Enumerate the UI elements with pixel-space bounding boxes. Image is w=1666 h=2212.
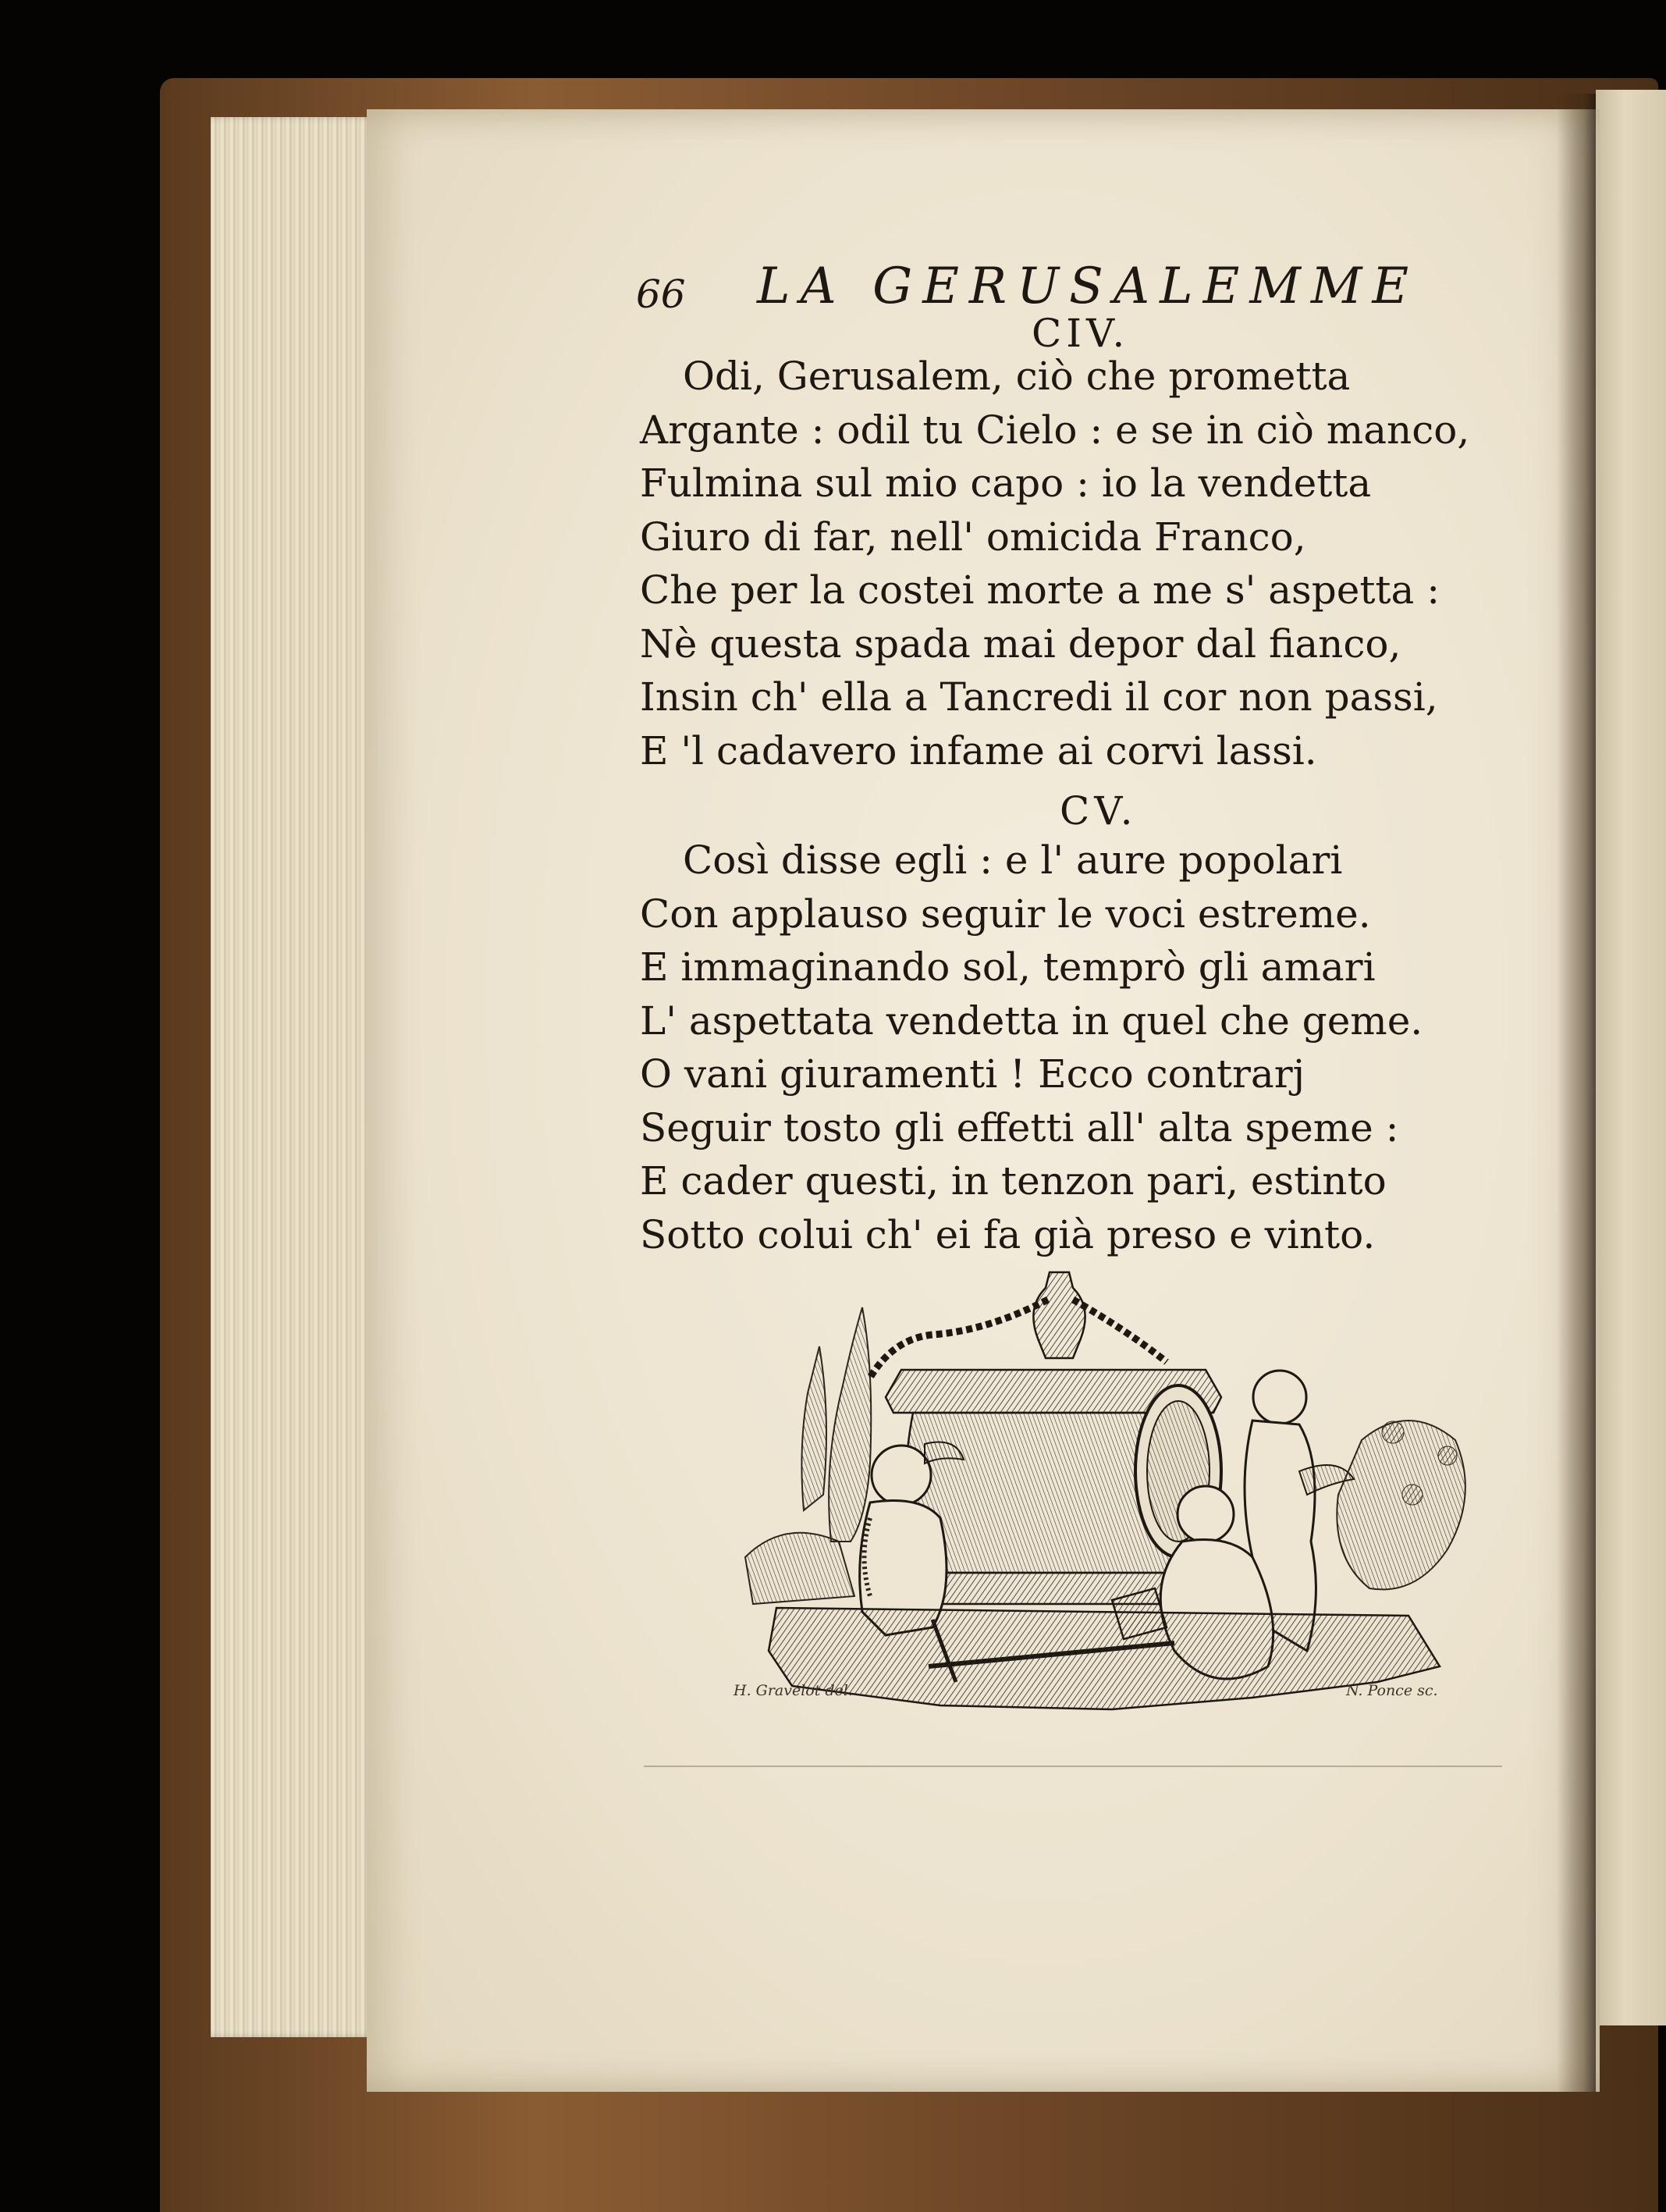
- verse-line: Con applauso seguir le voci estreme.: [640, 891, 1371, 937]
- verse-line: Così disse egli : e l' aure popolari: [683, 838, 1343, 883]
- page-number: 66: [636, 272, 686, 317]
- verse-line: Odi, Gerusalem, ciò che prometta: [683, 354, 1351, 399]
- running-title: LA GERUSALEMME: [757, 258, 1419, 315]
- verse-line: Giuro di far, nell' omicida Franco,: [640, 514, 1306, 560]
- engraver-signature: N. Ponce sc.: [1346, 1682, 1438, 1699]
- leaf-cluster: [1382, 1421, 1404, 1443]
- grass-tuft: [745, 1533, 854, 1604]
- verse-line: E immaginando sol, temprò gli amari: [640, 944, 1376, 990]
- putto-head: [1178, 1486, 1234, 1542]
- verse-line: Seguir tosto gli effetti all' alta speme :: [640, 1104, 1399, 1150]
- garland: [1073, 1300, 1167, 1362]
- putto-head: [872, 1446, 931, 1505]
- leaf-cluster: [1402, 1485, 1423, 1505]
- garland: [870, 1300, 1048, 1378]
- verse-line: Sotto colui ch' ei fa già preso e vinto.: [640, 1211, 1376, 1257]
- verse-line: L' aspettata vendetta in quel che geme.: [640, 998, 1423, 1044]
- verse-line: Insin ch' ella a Tancredi il cor non passi,: [640, 674, 1438, 720]
- cypress-tree: [829, 1307, 871, 1542]
- verse-line: Nè questa spada mai depor dal fianco,: [640, 621, 1401, 667]
- stanza-cv: [640, 834, 1423, 1261]
- verse-line: E cader questi, in tenzon pari, estinto: [640, 1158, 1387, 1204]
- page-header: [636, 258, 1419, 328]
- verse-line: Argante : odil tu Cielo : e se in ciò manco,: [640, 407, 1470, 453]
- verse-line: O vani giuramenti ! Ecco contrarj: [640, 1051, 1305, 1097]
- shrub: [1337, 1421, 1465, 1589]
- leaf-cluster: [1438, 1446, 1457, 1465]
- page-edges: [211, 117, 375, 2037]
- putto-head: [1253, 1371, 1306, 1424]
- draughtsman-signature: H. Gravelot del.: [734, 1682, 853, 1699]
- verse-line: Fulmina sul mio capo : io la vendetta: [640, 461, 1372, 506]
- stanza-civ: [640, 350, 1469, 777]
- urn: [1033, 1272, 1085, 1358]
- rocky-ground: [769, 1608, 1440, 1709]
- verse-line: Che per la costei morte a me s' aspetta :: [640, 567, 1440, 613]
- cypress-tree: [801, 1346, 826, 1510]
- stanza-number: CV.: [1060, 788, 1138, 834]
- plate-mark: [644, 1766, 1502, 1767]
- gutter-shadow: [1557, 94, 1596, 2092]
- facing-page: [1596, 90, 1666, 2025]
- stanza-number: CIV.: [1032, 311, 1130, 356]
- verse-line: E 'l cadavero infame ai corvi lassi.: [640, 727, 1317, 773]
